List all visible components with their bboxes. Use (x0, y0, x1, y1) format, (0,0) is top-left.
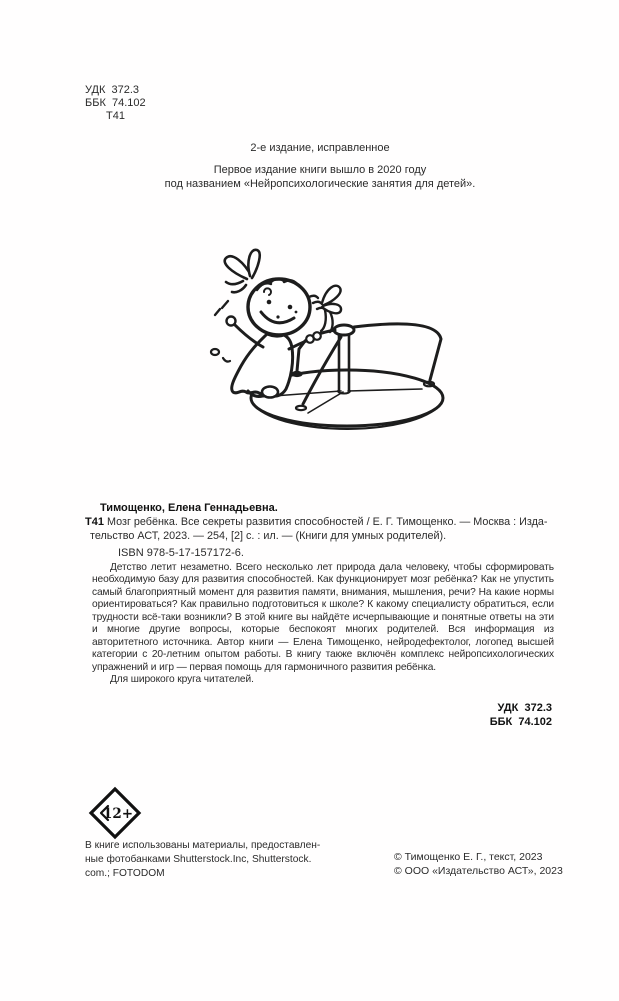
udk-code: УДК 372.3 (85, 84, 139, 96)
girl-figure (211, 250, 341, 398)
first-edition-title-line: под названием «Нейропсихологические занятия для детей». (164, 178, 476, 190)
annotation-audience: Для широкого круга читателей. (110, 674, 254, 686)
merry-go-round-illustration (198, 240, 470, 442)
copyright-block (394, 850, 563, 878)
copyright-publisher: © ООО «Издательство АСТ», 2023 (394, 865, 563, 877)
isbn: ISBN 978-5-17-157172-6. (118, 547, 244, 559)
left-bow (225, 250, 260, 292)
first-edition-line: Первое издание книги вышло в 2020 году (213, 164, 427, 176)
annotation-paragraph: Детство летит незаметно. Всего несколько лет природа дала человеку, чтобы сформировать необходимую базу для развития способностей. Как функционирует мозг ребёнка? Как не упустить самый благоприятный момент для развития памяти, внимания, мышления, речи? На какие нормы ориентироваться? Как правильно подготовиться к школе? К какому специалисту обратиться, если трудности всё-таки возникли? В этой книге вы найдёте исчерпывающие и понятные ответы на эти и многие другие вопросы, которые беспокоят многих родителей. Вся информация из авторитетного источника. Автор книги — Елена Тимощенко, нейродефектолог, логопед высшей категории с 20-летним опытом работы. В книгу также включён комплекс нейропсихологических упражнений и игр — первая помощь для гармоничного развития ребёнка. (92, 562, 554, 673)
annotation-block (92, 562, 554, 687)
right-bow (309, 286, 341, 332)
girl-head (248, 279, 310, 335)
catalog-author-sign: Т41 (85, 516, 104, 528)
top-catalog-codes (85, 84, 146, 123)
age-rating-badge (88, 786, 142, 840)
photo-credits-line3: com.; FOTODOM (85, 868, 165, 879)
udk-code-bottom: УДК 372.3 (497, 702, 552, 714)
bbk-code: ББК 74.102 (85, 97, 146, 109)
photo-credits (85, 839, 320, 881)
edition-line: 2-е издание, исправленное (250, 142, 390, 154)
carousel-post-cap (334, 325, 354, 335)
author-sign-code: Т41 (106, 110, 125, 122)
age-rating-label: 12+ (102, 806, 134, 822)
catalog-description-line2: тельство АСТ, 2023. — 254, [2] с. : ил. — (Книги для умных родителей). (90, 530, 447, 542)
photo-credits-line2: ные фотобанками Shutterstock.Inc, Shutterstock. (85, 854, 312, 865)
bottom-catalog-codes (490, 702, 552, 729)
catalog-description-line1: Мозг ребёнка. Все секреты развития способностей / Е. Г. Тимощенко. — Москва : Изда- (107, 516, 548, 528)
edition-note (90, 141, 550, 191)
copyright-author: © Тимощенко Е. Г., текст, 2023 (394, 851, 543, 863)
photo-credits-line1: В книге использованы материалы, предоставлен- (85, 840, 321, 851)
bbk-code-bottom: ББК 74.102 (489, 715, 552, 728)
catalog-author: Тимощенко, Елена Геннадьевна. (100, 502, 278, 514)
